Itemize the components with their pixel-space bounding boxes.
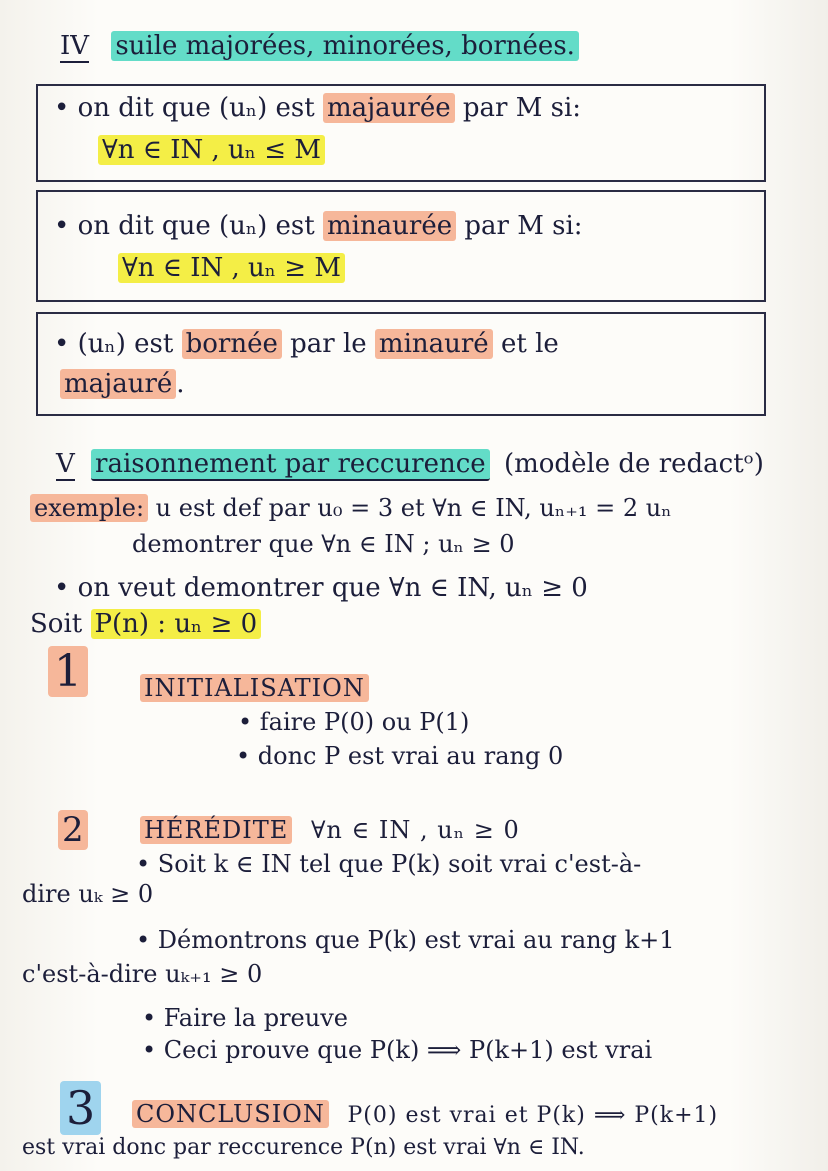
box1-line1: • on dit que (uₙ) est majaurée par M si: <box>54 93 582 123</box>
section-v-title: raisonnement par reccurence <box>91 449 490 481</box>
example-line1: exemple: u est def par u₀ = 3 et ∀n ∈ IN, uₙ₊₁ = 2 uₙ <box>30 492 672 524</box>
minoree-formula: ∀n ∈ IN , uₙ ≥ M <box>118 253 345 283</box>
step1-title: INITIALISATION <box>140 674 369 702</box>
majoree-formula: ∀n ∈ IN , uₙ ≤ M <box>98 135 325 165</box>
minore-term: minauré <box>375 329 493 359</box>
step1-bullet1: • faire P(0) ou P(1) <box>238 708 470 736</box>
definition-box-bornee <box>36 312 766 416</box>
example-line2: demontrer que ∀n ∈ IN ; uₙ ≥ 0 <box>132 530 515 558</box>
step2-title: HÉRÉDITE <box>140 816 292 844</box>
step3-line1-rest: P(0) est vrai et P(k) ⟹ P(k+1) <box>347 1103 719 1128</box>
step2-line1: • Soit k ∈ IN tel que P(k) soit vrai c'est-à- <box>136 850 642 878</box>
box2-line1: • on dit que (uₙ) est minaurée par M si: <box>54 211 583 241</box>
step3-title-wrap <box>132 1098 718 1132</box>
step3-line2: est vrai donc par reccurence P(n) est vrai ∀n ∈ IN. <box>22 1135 585 1160</box>
minoree-term: minaurée <box>323 211 456 241</box>
step1-number-wrap <box>48 648 88 696</box>
step1-bullet2: • donc P est vrai au rang 0 <box>236 742 564 770</box>
section-v-heading <box>56 448 764 480</box>
step2-number-wrap <box>58 806 88 854</box>
intro-line2: Soit P(n) : uₙ ≥ 0 <box>30 608 261 640</box>
majoree-term: majaurée <box>323 93 455 123</box>
section-v-numeral: V <box>56 449 75 479</box>
section-v-note: (modèle de redactᵒ) <box>503 449 764 479</box>
box2-line2 <box>118 252 345 284</box>
section-iv-title: suile majorées, minorées, bornées. <box>111 31 579 61</box>
majore-term: majauré <box>60 369 176 399</box>
step2-line3: • Démontrons que P(k) est vrai au rang k+1 <box>136 926 675 954</box>
box3-line1: • (uₙ) est bornée par le minauré et le <box>54 329 559 359</box>
step2-line2: dire uₖ ≥ 0 <box>22 880 154 908</box>
box1-line2 <box>98 134 325 166</box>
pn-definition: P(n) : uₙ ≥ 0 <box>91 609 262 639</box>
bornee-term: bornée <box>182 329 282 359</box>
box3-line2: majauré . <box>60 368 185 400</box>
step2-number: 2 <box>58 810 88 850</box>
intro-line1: • on veut demontrer que ∀n ∈ IN, uₙ ≥ 0 <box>54 573 588 603</box>
step1-title-wrap <box>140 672 369 704</box>
step2-line4: c'est-à-dire uₖ₊₁ ≥ 0 <box>22 960 263 988</box>
step2-title-rest: ∀n ∈ IN , uₙ ≥ 0 <box>310 816 520 844</box>
step1-number: 1 <box>48 646 88 697</box>
step2-line5: • Faire la preuve <box>142 1004 348 1032</box>
section-iv-heading <box>60 30 579 62</box>
definition-box-majoree <box>36 84 766 182</box>
step3-title: CONCLUSION <box>132 1100 329 1128</box>
definition-box-minoree <box>36 190 766 302</box>
step3-number: 3 <box>60 1081 101 1135</box>
step2-line6: • Ceci prouve que P(k) ⟹ P(k+1) est vrai <box>142 1036 653 1064</box>
step3-number-wrap <box>60 1081 101 1135</box>
step2-title-wrap <box>140 814 520 846</box>
section-iv-numeral: IV <box>60 31 90 61</box>
example-label: exemple: <box>30 494 148 522</box>
